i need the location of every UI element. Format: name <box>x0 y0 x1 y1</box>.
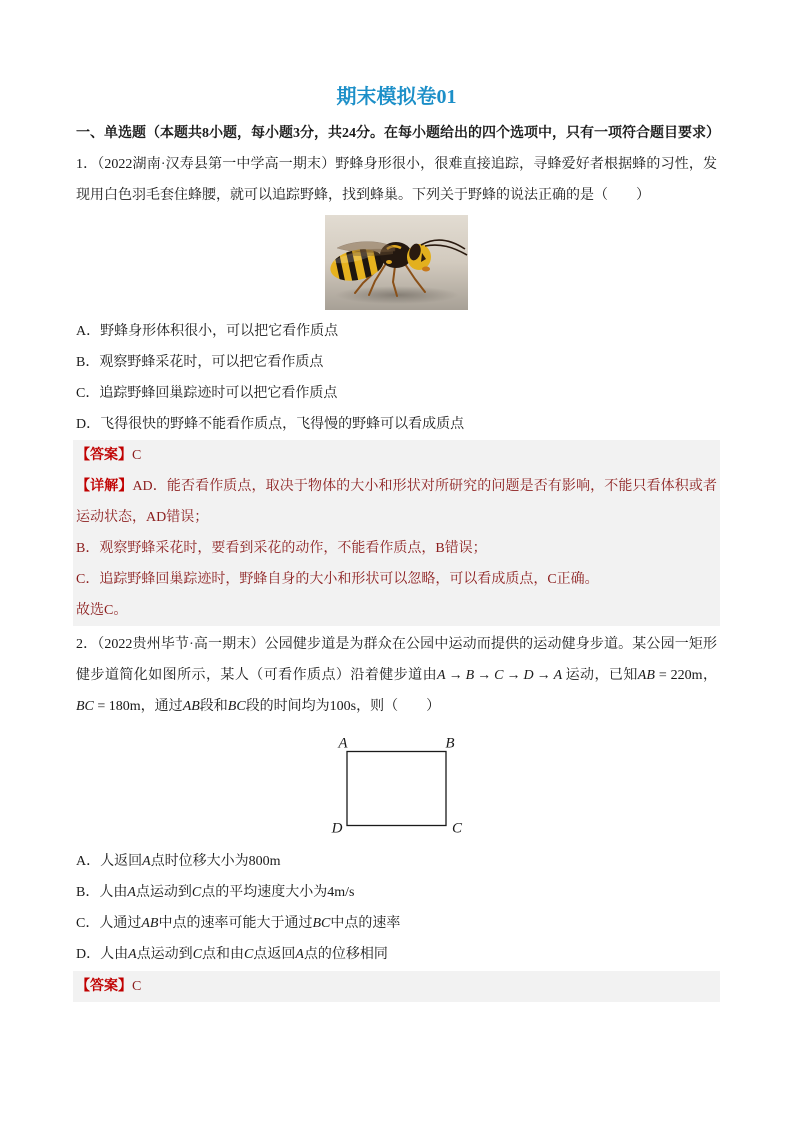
option-text: 点的平均速度大小为4m/s <box>201 884 355 900</box>
option-b <box>73 877 720 908</box>
point-symbol: A <box>142 853 151 869</box>
question-text: 段的时间均为100s，则（ ） <box>245 698 441 714</box>
option-text: A．人返回 <box>76 853 143 869</box>
point-symbol: C <box>244 946 254 962</box>
answer-line <box>73 971 720 1002</box>
explanation-line: C．追踪野蜂回巢踪迹时，野蜂自身的大小和形状可以忽略，可以看成质点，C正确。 <box>76 571 599 587</box>
corner-label-a: A <box>338 735 348 751</box>
corner-label-c: C <box>451 820 463 836</box>
point-symbol: A <box>128 946 137 962</box>
option-c <box>73 908 720 939</box>
path-expression: A→B→C→D→A <box>437 667 566 683</box>
segment-symbol: AB <box>637 667 655 683</box>
point-symbol: A <box>127 884 136 900</box>
question-source: （2022贵州毕节·高一期末） <box>97 636 265 652</box>
option-a <box>73 846 720 877</box>
answer-label: 【答案】 <box>76 978 132 994</box>
corner-label-b: B <box>445 735 455 751</box>
answer-label: 【答案】 <box>76 447 132 463</box>
option-text: 中点的速率 <box>330 915 401 931</box>
section-heading: 一、单选题（本题共8小题，每小题3分，共24分。在每小题给出的四个选项中，只有一项符合题目要求） <box>76 125 720 141</box>
question-text: 段和 <box>199 698 228 714</box>
question-text: 野蜂身形很小，很难直接追踪，寻蜂爱好者根据蜂的习性，发现用白色羽毛套住蜂腰，就可以追踪野蜂，找到蜂巢。下列关于野蜂的说法正确的是（ ） <box>76 156 717 203</box>
question-text: 运动，已知 <box>565 667 638 683</box>
explanation-line: 故选C。 <box>76 602 128 618</box>
answer-box <box>73 440 720 626</box>
option-text: 中点的速率可能大于通过 <box>158 915 313 931</box>
option-text: 点运动到 <box>136 946 193 962</box>
question-source: （2022湖南·汉寿县第一中学高一期末） <box>97 156 336 172</box>
option-text: 点时位移大小为800m <box>150 853 281 869</box>
question-1-stem <box>73 149 720 211</box>
explanation-line <box>73 471 720 533</box>
option-a: A．野蜂身形体积很小，可以把它看作质点 <box>76 323 339 339</box>
option-text: 点的位移相同 <box>303 946 388 962</box>
segment-symbol: BC <box>76 698 94 714</box>
question-text: = 180m，通过 <box>93 698 183 714</box>
option-d <box>73 939 720 970</box>
option-text: D．人由 <box>76 946 129 962</box>
explanation-label: 【详解】 <box>76 478 133 494</box>
question-number: 2． <box>76 636 98 652</box>
explanation-text: AD．能否看作质点，取决于物体的大小和形状对所研究的问题是否有影响，不能只看体积或者运动状态，AD错误； <box>76 478 718 525</box>
question-text: = 220m， <box>654 667 718 683</box>
question-text: 公园健步道是为群众在公园中运动而提供的运动健身步道。某公园一矩形健步道简化如图所示，某人（可看作质点）沿着健步道由 <box>76 636 717 683</box>
answer-line <box>73 440 720 471</box>
rectangle-path-diagram <box>73 722 720 846</box>
explanation-line: B．观察野蜂采花时，要看到采花的动作，不能看作质点，B错误； <box>76 540 487 556</box>
option-b: B．观察野蜂采花时，可以把它看作质点 <box>76 354 324 370</box>
option-text: 点返回 <box>253 946 296 962</box>
answer-value: C <box>132 447 142 463</box>
question-number: 1． <box>76 156 98 172</box>
point-symbol: C <box>192 946 203 962</box>
segment-symbol: BC <box>227 698 246 714</box>
path-rectangle <box>347 751 446 825</box>
wasp-photo <box>325 215 468 310</box>
answer-value: C <box>132 978 142 994</box>
option-d: D．飞得很快的野蜂不能看作质点，飞得慢的野蜂可以看成质点 <box>76 416 465 432</box>
segment-symbol: BC <box>312 915 331 931</box>
option-text: B．人由 <box>76 884 128 900</box>
option-text: 点运动到 <box>135 884 192 900</box>
option-c: C．追踪野蜂回巢踪迹时可以把它看作质点 <box>76 385 338 401</box>
segment-symbol: AB <box>182 698 200 714</box>
answer-box <box>73 971 720 1002</box>
segment-symbol: AB <box>141 915 159 931</box>
corner-label-d: D <box>331 820 343 836</box>
point-symbol: C <box>191 884 202 900</box>
question-2-stem <box>73 629 720 722</box>
exam-title: 期末模拟卷01 <box>336 86 457 108</box>
point-symbol: A <box>295 946 304 962</box>
option-text: 点和由 <box>202 946 245 962</box>
option-text: C．人通过 <box>76 915 142 931</box>
exam-page <box>73 84 720 1002</box>
